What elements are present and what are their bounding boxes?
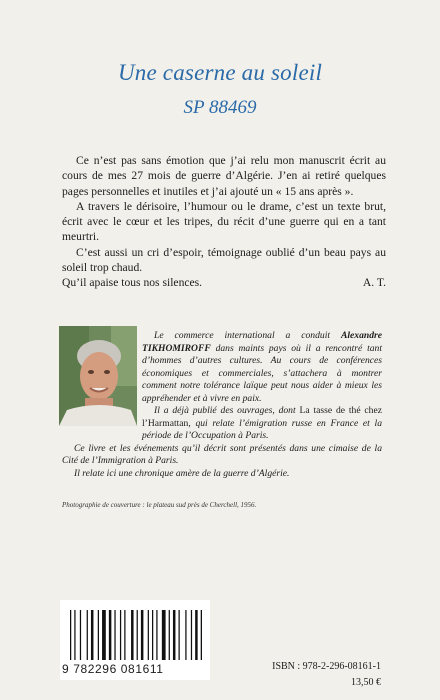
- barcode-bar: [185, 610, 186, 660]
- barcode-bar: [191, 610, 192, 660]
- barcode-bar: [120, 610, 121, 660]
- barcode-bar: [156, 610, 157, 660]
- intro-paragraph: C’est aussi un cri d’espoir, témoignage oublié d’un beau pays au soleil trop chaud.: [62, 245, 386, 275]
- barcode-bar: [109, 610, 112, 660]
- bio-paragraph: Il relate ici une chronique amère de la guerre d’Algérie.: [74, 467, 290, 479]
- bio-text: Il a déjà publié des ouvrages, dont: [154, 405, 300, 416]
- barcode-bar: [87, 610, 88, 660]
- book-reference: La tasse de thé chez l’Harmattan: [142, 405, 382, 429]
- barcode-bar: [98, 610, 99, 660]
- intro-closing-line: Qu’il apaise tous nos silences.: [62, 276, 203, 290]
- author-bio: [62, 330, 382, 480]
- barcode-bar: [137, 610, 138, 660]
- barcode-bar: [195, 610, 198, 660]
- bio-paragraph: Ce livre et les événements qu’il décrit sont présentés dans une cimaise de la Cité de l’Immigration à Paris.: [62, 442, 382, 466]
- bio-text: , qui relate l’émigration russe en France et la période de l’Occupation à Paris.: [142, 417, 382, 441]
- barcode-bar: [148, 610, 149, 660]
- barcode-bar: [169, 610, 170, 660]
- barcode-bar: [141, 610, 144, 660]
- barcode-bar: [131, 610, 134, 660]
- barcode-bar: [74, 610, 75, 660]
- intro-paragraph: Ce n’est pas sans émotion que j’ai relu mon manuscrit écrit au cours de mes 27 mois de guerre d’Algérie. J’en ai retiré quelques pages personnelles et inutiles et j’ai ajouté un « 15 ans après ».: [62, 154, 386, 198]
- barcode-bar: [124, 610, 125, 660]
- barcode-bar: [70, 610, 71, 660]
- bio-text: Le commerce international a conduit: [154, 330, 341, 341]
- barcode-bar: [114, 610, 115, 660]
- barcode-bar: [102, 610, 106, 660]
- barcode: [60, 600, 210, 680]
- isbn: ISBN : 978-2-296-08161-1: [272, 661, 381, 672]
- barcode-bar: [179, 610, 180, 660]
- author-name: Alexandre TIKHOMIROFF: [142, 330, 382, 354]
- book-title: Une caserne au soleil: [117, 60, 323, 85]
- intro-paragraph: A travers le dérisoire, l’humour ou le drame, c’est un texte brut, écrit avec le cœur et les tripes, du récit d’une guerre qui en a tant meurtri.: [62, 199, 386, 244]
- bio-paragraph: [62, 405, 382, 443]
- author-initials: A. T.: [362, 276, 386, 290]
- barcode-bar: [152, 610, 153, 660]
- barcode-bar: [162, 610, 166, 660]
- barcode-bar: [173, 610, 176, 660]
- intro-closing: [62, 275, 386, 290]
- bio-paragraph: [62, 330, 382, 405]
- photo-caption: Photographie de couverture : le plateau sud près de Cherchell, 1956.: [62, 501, 257, 509]
- barcode-bar: [80, 610, 81, 660]
- book-subtitle: SP 88469: [183, 97, 257, 118]
- intro-text: [62, 153, 386, 291]
- barcode-bar: [201, 610, 202, 660]
- bio-text: dans maints pays où il a rencontré tant d’hommes d’autres cultures. Au cours de conférences économiques et commerciales, s’attachera à montrer comment notre tolérance laïque peut nous aider à mieux les appréhender et à vivre en paix.: [142, 342, 382, 404]
- barcode-bar: [91, 610, 94, 660]
- barcode-number: 9 782296 081611: [62, 662, 164, 676]
- price: 13,50 €: [351, 677, 381, 688]
- barcode-bars: [70, 610, 202, 660]
